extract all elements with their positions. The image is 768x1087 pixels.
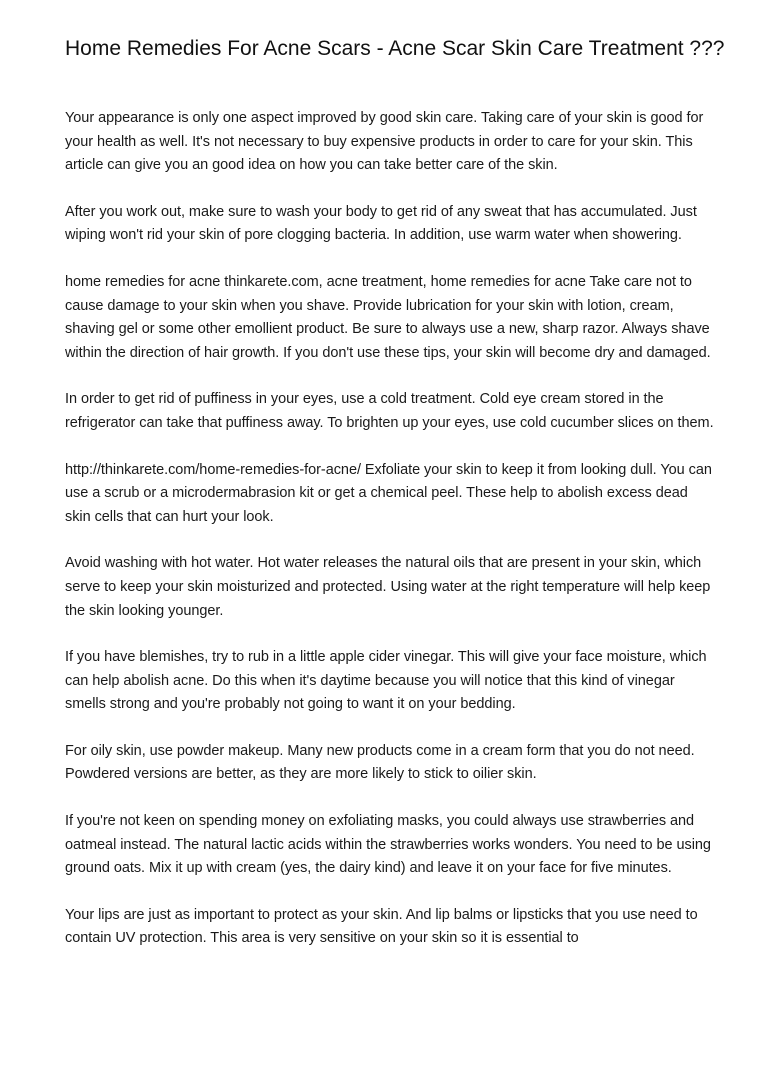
paragraph: Your lips are just as important to protect as your skin. And lip balms or lipsticks that you use need to contain UV protection. This area is very sensitive on your skin so it is essential to	[65, 906, 698, 947]
paragraph: For oily skin, use powder makeup. Many new products come in a cream form that you do not need. Powdered versions are better, as they are more likely to stick to oilier skin.	[65, 742, 695, 783]
paragraph: home remedies for acne thinkarete.com, acne treatment, home remedies for acne Take care not to cause damage to your skin when you shave. Provide lubrication for your skin with lotion, cream, shaving gel or some other emollient product. Be sure to always use a new, sharp razor. Always shave within the direction of hair growth. If you don't use these tips, your skin will become dry and damaged.	[65, 273, 711, 361]
paragraph: Avoid washing with hot water. Hot water releases the natural oils that are present in your skin, which serve to keep your skin moisturized and protected. Using water at the right temperature will help keep the skin looking younger.	[65, 555, 711, 619]
document-title: Home Remedies For Acne Scars - Acne Scar Skin Care Treatment ???	[65, 37, 725, 60]
paragraph: Your appearance is only one aspect improved by good skin care. Taking care of your skin is good for your health as well. It's not necessary to buy expensive products in order to care for your skin. This article can give you an good idea on how you can take better care of the skin.	[65, 110, 704, 174]
paragraph: In order to get rid of puffiness in your eyes, use a cold treatment. Cold eye cream stored in the refrigerator can take that puffiness away. To brighten up your eyes, use cold cucumber slices on them.	[65, 391, 714, 431]
paragraph: After you work out, make sure to wash your body to get rid of any sweat that has accumulated. Just wiping won't rid your skin of pore clogging bacteria. In addition, use warm water when showering.	[65, 203, 697, 244]
paragraph: If you have blemishes, try to rub in a little apple cider vinegar. This will give your face moisture, which can help abolish acne. Do this when it's daytime because you will notice that this kind of vinegar smells strong and you're probably not going to want it on your bedding.	[65, 649, 707, 713]
paragraph: http://thinkarete.com/home-remedies-for-acne/ Exfoliate your skin to keep it from looking dull. You can use a scrub or a microdermabrasion kit or get a chemical peel. These help to abolish excess dead skin cells that can hurt your look.	[65, 461, 712, 525]
document-body	[65, 107, 717, 974]
paragraph: If you're not keen on spending money on exfoliating masks, you could always use strawberries and oatmeal instead. The natural lactic acids within the strawberries works wonders. You need to be using ground oats. Mix it up with cream (yes, the dairy kind) and leave it on your face for five minutes.	[65, 813, 711, 877]
